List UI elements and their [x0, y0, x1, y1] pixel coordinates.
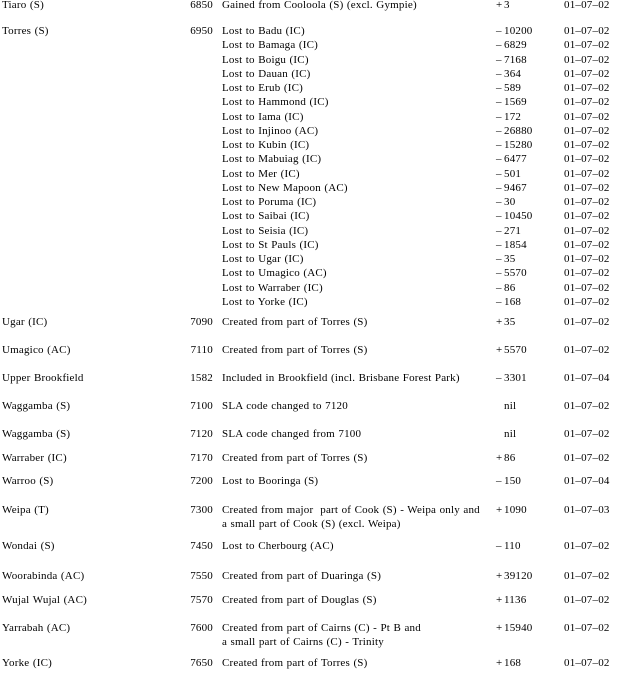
change-value-sign: – — [496, 96, 502, 109]
effective-date: 01–07–02 — [564, 316, 610, 328]
change-description-line: Lost to Booringa (S) — [222, 475, 319, 487]
change-description-line: a small part of Cook (S) (excl. Weipa) — [222, 517, 401, 530]
change-description — [222, 282, 485, 296]
change-value: + 1090 — [496, 504, 527, 516]
change-value-sign: + — [496, 344, 503, 356]
change-value: – 1854 — [496, 238, 527, 251]
locality-name: Warroo (S) — [2, 475, 54, 487]
change-value: – 1569 — [496, 96, 527, 109]
change-value: – 6477 — [496, 153, 527, 166]
effective-date: 01–07–02 — [564, 82, 610, 94]
change-description — [222, 253, 485, 267]
locality-name: Weipa (T) — [2, 504, 49, 516]
effective-date: 01–07–02 — [564, 39, 610, 52]
change-entry — [0, 39, 620, 53]
change-entries — [0, 428, 620, 442]
effective-date: 01–07–02 — [564, 139, 610, 151]
change-value: – 35 — [496, 253, 516, 265]
effective-date: 01–07–03 — [564, 504, 610, 516]
change-description-line: Lost to Poruma (IC) — [222, 196, 317, 208]
change-description — [222, 153, 485, 167]
change-value-sign: + — [496, 504, 503, 516]
change-description-line: Gained from Cooloola (S) (excl. Gympie) — [222, 0, 417, 11]
change-description-line: Created from part of Torres (S) — [222, 657, 368, 669]
sla-code: 6950 — [190, 25, 213, 37]
effective-date: 01–07–02 — [564, 210, 610, 223]
change-entry — [0, 25, 620, 39]
sla-code: 7110 — [190, 344, 213, 356]
change-description-line: Lost to Cherbourg (AC) — [222, 540, 334, 552]
change-description — [222, 68, 485, 82]
change-value: + 1136 — [496, 594, 527, 606]
change-entry — [0, 239, 620, 253]
change-value-sign: – — [496, 475, 502, 487]
change-description-line: Lost to Bamaga (IC) — [222, 39, 319, 52]
change-description-line: Created from part of Douglas (S) — [222, 594, 377, 606]
change-value: – 10200 — [496, 25, 533, 37]
change-value: + 39120 — [496, 570, 533, 582]
sla-code: 7090 — [190, 316, 213, 328]
change-entry — [0, 125, 620, 139]
change-description — [222, 168, 485, 182]
change-value-sign: – — [496, 181, 502, 194]
change-description — [222, 622, 485, 649]
effective-date: 01–07–02 — [564, 196, 610, 208]
effective-date: 01–07–02 — [564, 67, 610, 80]
change-description — [222, 372, 485, 386]
locality-name: Wondai (S) — [2, 540, 55, 552]
change-description — [222, 125, 485, 139]
change-value-sign: + — [496, 0, 503, 11]
change-description-line: Created from part of Torres (S) — [222, 452, 368, 464]
change-description-line: SLA code changed from 7100 — [222, 428, 362, 440]
change-value-sign: – — [496, 540, 502, 552]
locality-name: Wujal Wujal (AC) — [2, 594, 87, 606]
change-value: + 15940 — [496, 622, 533, 634]
effective-date: 01–07–02 — [564, 657, 610, 669]
change-value: – 30 — [496, 196, 516, 208]
change-entries — [0, 594, 620, 608]
change-entry — [0, 540, 620, 554]
change-entry — [0, 82, 620, 96]
sla-code: 7550 — [190, 570, 213, 582]
change-entries — [0, 0, 620, 13]
sla-code: 7450 — [190, 540, 213, 552]
change-entries — [0, 540, 620, 554]
change-entry — [0, 622, 620, 649]
change-description — [222, 452, 485, 466]
sla-code: 7300 — [190, 504, 213, 516]
change-description-line: Included in Brookfield (incl. Brisbane Forest Park) — [222, 372, 460, 384]
change-description-line: Lost to Dauan (IC) — [222, 67, 311, 80]
change-entry — [0, 372, 620, 386]
change-value-sign: – — [496, 110, 502, 123]
change-description — [222, 267, 485, 281]
sla-code: 7170 — [190, 452, 213, 464]
change-description — [222, 39, 485, 53]
change-entry — [0, 267, 620, 281]
change-value-sign: + — [496, 570, 503, 582]
change-value-sign: – — [496, 253, 502, 265]
change-description-line: Lost to Saibai (IC) — [222, 210, 310, 223]
change-description-line: Lost to St Pauls (IC) — [222, 238, 319, 251]
change-entries — [0, 344, 620, 358]
sla-code: 7600 — [190, 622, 213, 634]
change-entry — [0, 253, 620, 267]
locality-name: Ugar (IC) — [2, 316, 48, 328]
change-description-line: Lost to Iama (IC) — [222, 110, 304, 123]
effective-date: 01–07–02 — [564, 400, 610, 412]
change-value-sign: – — [496, 281, 502, 294]
change-value-sign: – — [496, 372, 502, 384]
change-value-sign: – — [496, 25, 502, 37]
change-description-line: Lost to New Mapoon (AC) — [222, 181, 348, 194]
change-description — [222, 594, 485, 608]
effective-date: 01–07–02 — [564, 570, 610, 582]
change-description-line: Lost to Warraber (IC) — [222, 281, 323, 294]
change-value: – 3301 — [496, 372, 527, 384]
change-entries — [0, 657, 620, 671]
change-value: + 3 — [496, 0, 510, 11]
locality-name: Upper Brookfield — [2, 372, 84, 384]
change-entry — [0, 225, 620, 239]
change-entries — [0, 372, 620, 386]
effective-date: 01–07–02 — [564, 96, 610, 109]
change-description-line: Lost to Ugar (IC) — [222, 253, 304, 265]
change-description — [222, 54, 485, 68]
change-description — [222, 139, 485, 153]
change-description — [222, 344, 485, 358]
change-description — [222, 400, 485, 414]
sla-code: 7100 — [190, 400, 213, 412]
change-description — [222, 504, 485, 531]
locality-name: Yorke (IC) — [2, 657, 52, 669]
change-entry — [0, 570, 620, 584]
change-description — [222, 657, 485, 671]
effective-date: 01–07–02 — [564, 594, 610, 606]
change-description — [222, 111, 485, 125]
change-value-sign: – — [496, 210, 502, 223]
change-description — [222, 0, 485, 13]
change-entry — [0, 475, 620, 489]
change-entry — [0, 196, 620, 210]
change-description-line: Lost to Injinoo (AC) — [222, 124, 319, 137]
change-entry — [0, 594, 620, 608]
change-description — [222, 25, 485, 39]
effective-date: 01–07–02 — [564, 344, 610, 356]
change-value: – 150 — [496, 475, 522, 487]
change-value-sign: – — [496, 295, 502, 308]
change-value-sign: – — [496, 238, 502, 251]
change-description-line: Created from part of Duaringa (S) — [222, 570, 382, 582]
change-value-sign: + — [496, 594, 503, 606]
effective-date: 01–07–02 — [564, 238, 610, 251]
change-description — [222, 316, 485, 330]
change-entry — [0, 657, 620, 671]
change-entry — [0, 428, 620, 442]
locality-name: Woorabinda (AC) — [2, 570, 85, 582]
change-description-line: Created from part of Torres (S) — [222, 344, 368, 356]
effective-date: 01–07–02 — [564, 110, 610, 123]
change-value-sign: – — [496, 167, 502, 180]
locality-name: Torres (S) — [2, 25, 49, 37]
effective-date: 01–07–02 — [564, 452, 610, 464]
locality-name: Umagico (AC) — [2, 344, 71, 356]
change-description-line: Lost to Mabuiag (IC) — [222, 153, 322, 166]
change-description — [222, 296, 485, 310]
change-entry — [0, 296, 620, 310]
change-value: – 7168 — [496, 53, 527, 66]
change-value: – 168 — [496, 295, 522, 308]
change-value: – 589 — [496, 82, 522, 94]
locality-name: Tiaro (S) — [2, 0, 44, 11]
effective-date: 01–07–02 — [564, 622, 610, 634]
change-value-sign: – — [496, 153, 502, 166]
change-description — [222, 96, 485, 110]
change-value: – 364 — [496, 67, 522, 80]
change-entry — [0, 111, 620, 125]
change-value-sign: – — [496, 39, 502, 52]
change-entries — [0, 452, 620, 466]
sla-code: 7120 — [190, 428, 213, 440]
change-entry — [0, 210, 620, 224]
locality-name: Waggamba (S) — [2, 428, 71, 440]
change-value: – 5570 — [496, 267, 527, 280]
change-entry — [0, 182, 620, 196]
change-entry — [0, 400, 620, 414]
effective-date: 01–07–02 — [564, 0, 610, 11]
change-description — [222, 210, 485, 224]
change-entry — [0, 282, 620, 296]
change-entries — [0, 570, 620, 584]
effective-date: 01–07–02 — [564, 153, 610, 166]
sla-code: 7570 — [190, 594, 213, 606]
change-description-line: Lost to Mer (IC) — [222, 167, 300, 180]
change-description-line: Lost to Yorke (IC) — [222, 295, 308, 308]
change-description-line: Lost to Badu (IC) — [222, 25, 305, 37]
change-description-line: a small part of Cairns (C) - Trinity — [222, 635, 384, 648]
change-entry — [0, 68, 620, 82]
change-description-line: Lost to Erub (IC) — [222, 82, 303, 94]
sla-code: 7650 — [190, 657, 213, 669]
change-value: – 110 — [496, 540, 521, 552]
change-value: nil — [504, 428, 517, 440]
change-entries — [0, 400, 620, 414]
change-entries — [0, 504, 620, 531]
locality-name: Waggamba (S) — [2, 400, 71, 412]
change-value-sign: + — [496, 622, 503, 634]
change-description-line: Lost to Umagico (AC) — [222, 267, 327, 280]
effective-date: 01–07–04 — [564, 475, 610, 487]
change-value: – 6829 — [496, 39, 527, 52]
change-value-sign: – — [496, 53, 502, 66]
change-entry — [0, 153, 620, 167]
effective-date: 01–07–02 — [564, 224, 610, 237]
change-value: – 271 — [496, 224, 522, 237]
change-value-sign: – — [496, 224, 502, 237]
change-value-sign: + — [496, 657, 503, 669]
change-value: + 5570 — [496, 344, 527, 356]
effective-date: 01–07–02 — [564, 25, 610, 37]
change-value-sign: + — [496, 316, 503, 328]
change-value-sign: – — [496, 196, 502, 208]
effective-date: 01–07–02 — [564, 428, 610, 440]
change-description-line: SLA code changed to 7120 — [222, 400, 348, 412]
effective-date: 01–07–02 — [564, 295, 610, 308]
change-entry — [0, 316, 620, 330]
change-description — [222, 196, 485, 210]
change-description — [222, 239, 485, 253]
sla-code: 7200 — [190, 475, 213, 487]
change-description-line: Lost to Boigu (IC) — [222, 53, 309, 66]
change-description — [222, 540, 485, 554]
change-entry — [0, 168, 620, 182]
effective-date: 01–07–02 — [564, 253, 610, 265]
effective-date: 01–07–02 — [564, 281, 610, 294]
change-value: nil — [504, 400, 517, 412]
change-description-line: Lost to Kubin (IC) — [222, 139, 310, 151]
change-value: + 86 — [496, 452, 516, 464]
change-description — [222, 82, 485, 96]
effective-date: 01–07–02 — [564, 53, 610, 66]
change-value: + 35 — [496, 316, 516, 328]
change-value: – 172 — [496, 110, 522, 123]
change-value-sign: – — [496, 267, 502, 280]
change-description-line: Lost to Hammond (IC) — [222, 96, 329, 109]
change-entry — [0, 96, 620, 110]
change-description — [222, 475, 485, 489]
change-description-line: Created from part of Cairns (C) - Pt B and — [222, 622, 421, 634]
change-description — [222, 428, 485, 442]
change-description — [222, 225, 485, 239]
locality-name: Warraber (IC) — [2, 452, 67, 464]
change-value-sign: – — [496, 124, 502, 137]
change-description-line: Created from major part of Cook (S) - Weipa only and — [222, 504, 480, 516]
change-value-sign: – — [496, 82, 502, 94]
change-value: – 9467 — [496, 181, 527, 194]
change-value-sign: – — [496, 139, 502, 151]
change-description-line: Created from part of Torres (S) — [222, 316, 368, 328]
change-entries — [0, 316, 620, 330]
change-entries — [0, 25, 620, 310]
change-value: – 86 — [496, 281, 516, 294]
effective-date: 01–07–04 — [564, 372, 610, 384]
change-entry — [0, 0, 620, 13]
change-description — [222, 570, 485, 584]
locality-name: Yarrabah (AC) — [2, 622, 71, 634]
effective-date: 01–07–02 — [564, 167, 610, 180]
effective-date: 01–07–02 — [564, 181, 610, 194]
change-entry — [0, 139, 620, 153]
change-entries — [0, 622, 620, 649]
change-value: – 10450 — [496, 210, 533, 223]
sla-code: 1582 — [190, 372, 213, 384]
effective-date: 01–07–02 — [564, 124, 610, 137]
change-value: – 26880 — [496, 124, 533, 137]
change-value: – 501 — [496, 167, 522, 180]
effective-date: 01–07–02 — [564, 267, 610, 280]
change-value: – 15280 — [496, 139, 533, 151]
change-entry — [0, 452, 620, 466]
change-value-sign: + — [496, 452, 503, 464]
change-entries — [0, 475, 620, 489]
change-entry — [0, 344, 620, 358]
change-entry — [0, 504, 620, 531]
change-entry — [0, 54, 620, 68]
change-description-line: Lost to Seisia (IC) — [222, 224, 309, 237]
change-value-sign: – — [496, 67, 502, 80]
change-description — [222, 182, 485, 196]
effective-date: 01–07–02 — [564, 540, 610, 552]
sla-code: 6850 — [190, 0, 213, 11]
change-value: + 168 — [496, 657, 522, 669]
